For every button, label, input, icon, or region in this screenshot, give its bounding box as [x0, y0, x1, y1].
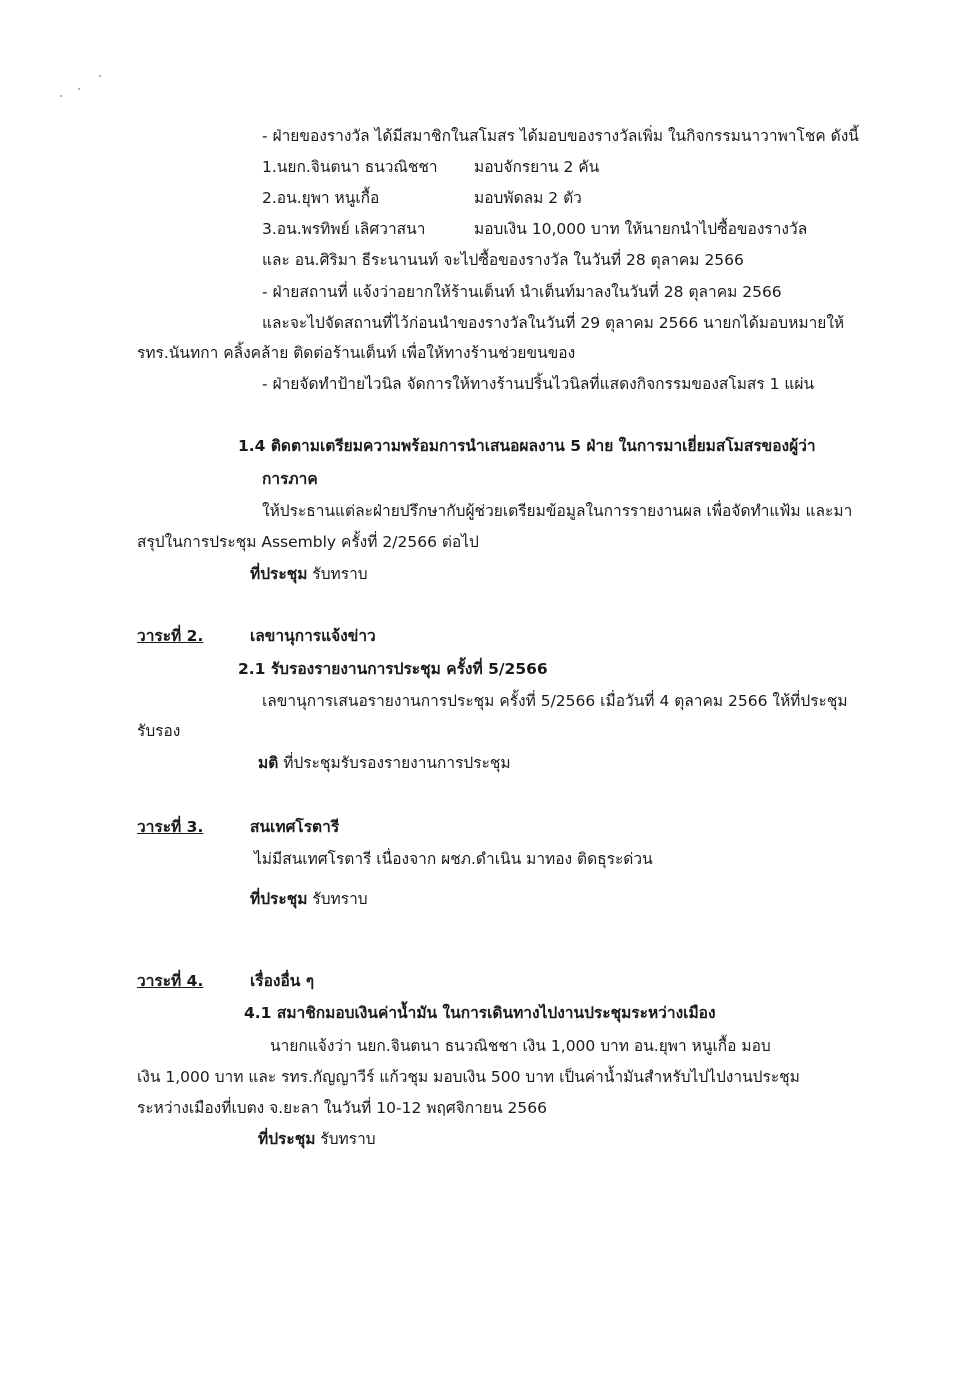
agenda-title: เลขานุการแจ้งข่าว — [250, 627, 376, 645]
item-heading: 1.4 ติดตามเตรียมความพร้อมการนำเสนอผลงาน 5 ฝ่าย ในการมาเยี่ยมสโมสรของผู้ว่า — [238, 437, 816, 455]
vinyl-line: - ฝ่ายจัดทำป้ายไวนิล จัดการให้ทางร้านปริ้นไวนิลที่แสดงกิจกรรมของสโมสร 1 แผ่น — [262, 375, 815, 393]
item-heading: การภาค — [262, 470, 318, 488]
donor-name: 2.อน.ยุพา หนูเกื้อ — [262, 189, 380, 207]
scan-speck — [60, 95, 62, 97]
purchase-line: และ อน.ศิริมา ธีระนานนท์ จะไปซื้อของรางวัล ในวันที่ 28 ตุลาคม 2566 — [262, 251, 744, 269]
item-body: ให้ประธานแต่ละฝ่ายปรึกษากับผู้ช่วยเตรียมข้อมูลในการรายงานผล เพื่อจัดทำแฟ้ม และมา — [262, 502, 853, 520]
donor-name: 3.อน.พรทิพย์ เลิศวาสนา — [262, 220, 426, 238]
donor-gift: มอบพัดลม 2 ตัว — [474, 189, 582, 207]
item-heading: 4.1 สมาชิกมอบเงินค่าน้ำมัน ในการเดินทางไปงานประชุมระหว่างเมือง — [244, 1004, 716, 1022]
agenda-title: เรื่องอื่น ๆ — [250, 972, 315, 990]
resolution-text: รับทราบ — [315, 1130, 376, 1148]
scan-speck — [78, 88, 80, 90]
venue-line: รทร.นันทกา คลิ้งคล้าย ติดต่อร้านเต็นท์ เพื่อให้ทางร้านช่วยขนของ — [137, 344, 576, 362]
resolution-text: ที่ประชุมรับรองรายงานการประชุม — [278, 754, 511, 772]
venue-line: และจะไปจัดสถานที่ไว้ก่อนนำของรางวัลในวันที่ 29 ตุลาคม 2566 นายกได้มอบหมายให้ — [262, 314, 845, 332]
item-body: ไม่มีสนเทศโรตารี เนื่องจาก ผชภ.ดำเนิน มาทอง ติดธุระด่วน — [254, 850, 653, 868]
agenda-label: วาระที่ 4. — [137, 972, 204, 990]
prize-line: - ฝ่ายของรางวัล ได้มีสมาชิกในสโมสร ได้มอบของรางวัลเพิ่ม ในกิจกรรมนาวาพาโชค ดังนี้ — [262, 127, 859, 145]
resolution-label: มติ — [258, 754, 279, 772]
resolution — [258, 1129, 376, 1149]
resolution — [250, 564, 368, 584]
item-body: รับรอง — [137, 722, 181, 740]
scan-speck — [99, 75, 101, 77]
resolution-text: รับทราบ — [307, 565, 368, 583]
venue-line: - ฝ่ายสถานที่ แจ้งว่าอยากให้ร้านเต็นท์ นำเต็นท์มาลงในวันที่ 28 ตุลาคม 2566 — [262, 283, 782, 301]
donor-gift: มอบเงิน 10,000 บาท ให้นายกนำไปซื้อของรางวัล — [474, 220, 808, 238]
item-body: ระหว่างเมืองที่เบตง จ.ยะลา ในวันที่ 10-12 พฤศจิกายน 2566 — [137, 1099, 547, 1117]
resolution-label: ที่ประชุม — [250, 890, 308, 908]
item-body: เลขานุการเสนอรายงานการประชุม ครั้งที่ 5/2566 เมื่อวันที่ 4 ตุลาคม 2566 ให้ที่ประชุม — [262, 692, 848, 710]
item-body: เงิน 1,000 บาท และ รทร.กัญญาวีร์ แก้วชุม มอบเงิน 500 บาท เป็นค่าน้ำมันสำหรับไปไปงานประชุม — [137, 1068, 800, 1086]
resolution-label: ที่ประชุม — [250, 565, 308, 583]
resolution-text: รับทราบ — [307, 890, 368, 908]
resolution-label: ที่ประชุม — [258, 1130, 316, 1148]
resolution — [250, 889, 368, 909]
item-body: สรุปในการประชุม Assembly ครั้งที่ 2/2566 ต่อไป — [137, 533, 479, 551]
donor-name: 1.นยก.จินตนา ธนวณิชชา — [262, 158, 438, 176]
item-heading: 2.1 รับรองรายงานการประชุม ครั้งที่ 5/2566 — [238, 660, 548, 678]
agenda-label: วาระที่ 3. — [137, 818, 204, 836]
resolution — [258, 753, 511, 773]
item-body: นายกแจ้งว่า นยก.จินตนา ธนวณิชชา เงิน 1,000 บาท อน.ยุพา หนูเกื้อ มอบ — [270, 1037, 771, 1055]
donor-gift: มอบจักรยาน 2 คัน — [474, 158, 600, 176]
agenda-label: วาระที่ 2. — [137, 627, 204, 645]
agenda-title: สนเทศโรตารี — [250, 818, 340, 836]
